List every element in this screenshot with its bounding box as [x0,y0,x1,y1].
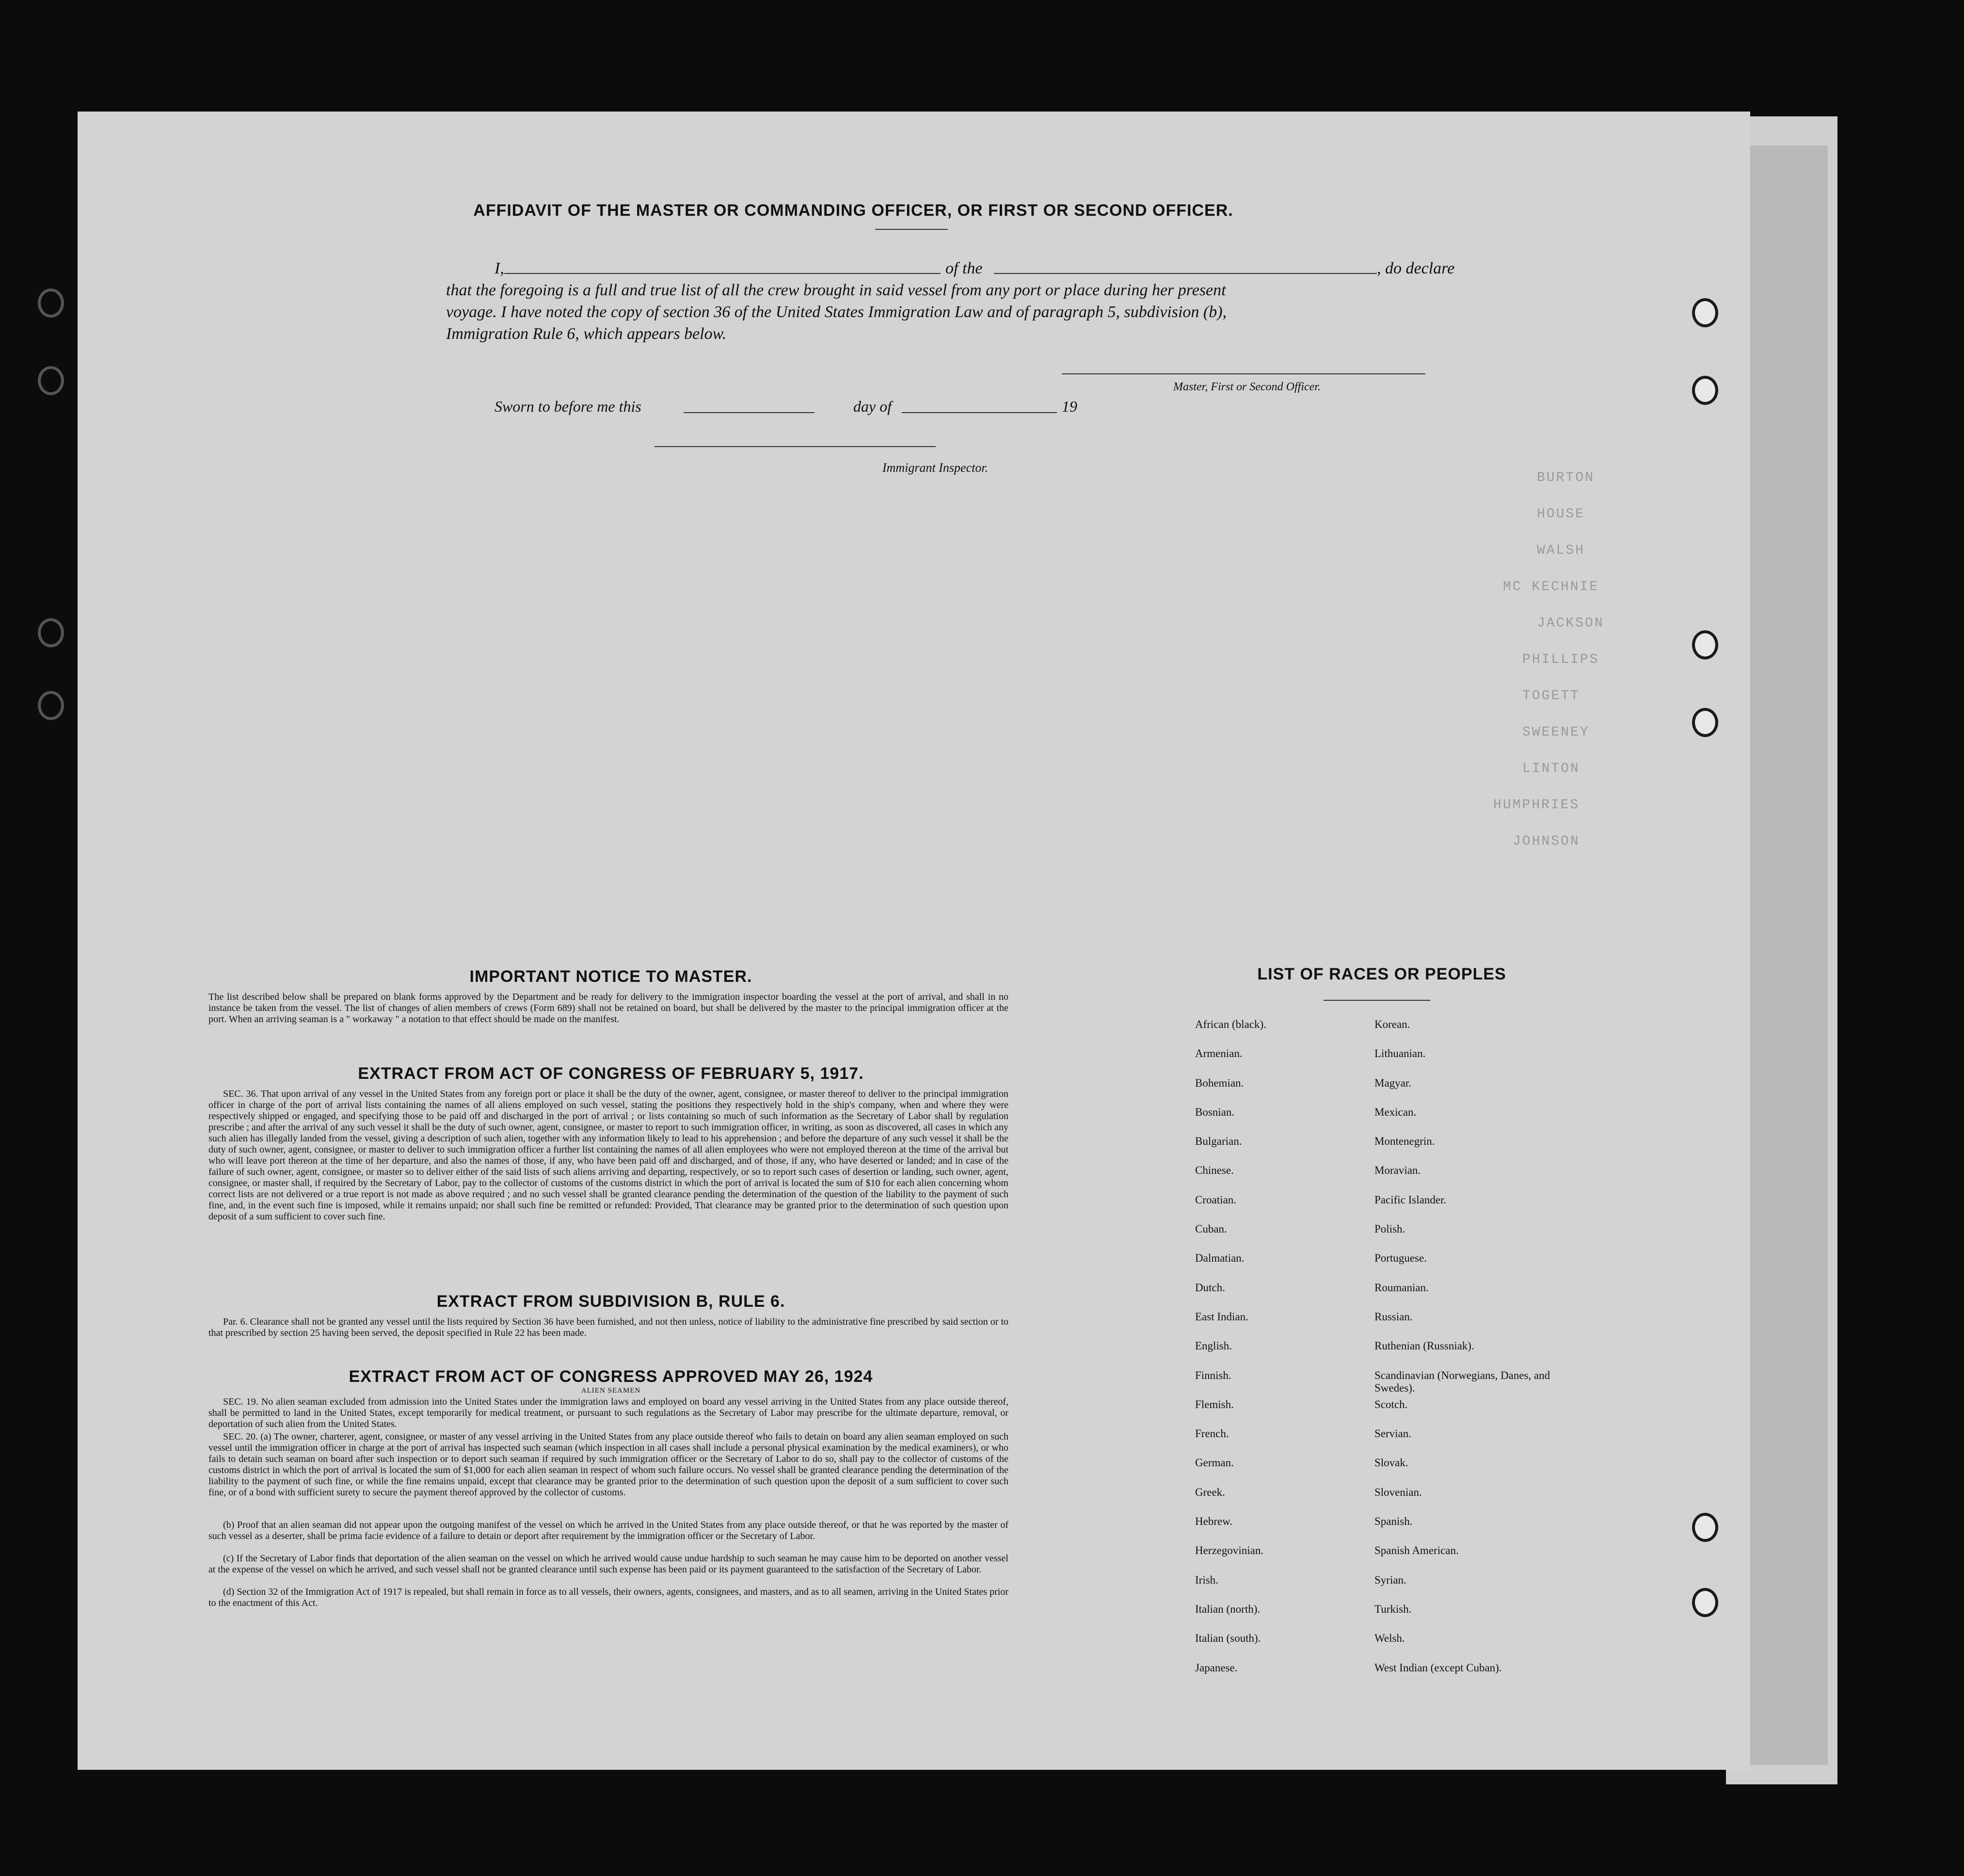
race-item: Bulgarian. [1195,1135,1242,1148]
race-item: Finnish. [1195,1369,1231,1381]
race-item: West Indian (except Cuban). [1374,1661,1502,1674]
extract-1924-sec20a: SEC. 20. (a) The owner, charterer, agent, consignee, or master of any vessel arriving in the United States from any place outside thereof who fails to detain on board any alien seaman employed on such vessel until the immigration officer in charge at the port of arrival has inspected such seaman (which inspection in all cases shall include a personal physical examination by the medical examiners), or who fails to detain such seaman on board after such inspection or to deport such seaman if required by such immigration officer or the Secretary of Labor to do so, shall pay to the collector of customs of the customs district in which the port of arrival is located the sum of $1,000 for each alien seaman in respect of whom such failure occurs. No vessel shall be granted clearance pending the determination of the liability to the payment of such fine, or while the fine remains unpaid, except that clearance may be granted prior to the determination of such question upon the deposit of a sum sufficient to cover such fine, or of a bond with sufficient surety to secure the payment thereof approved by the collector of customs. [208,1431,1008,1498]
race-item: Italian (north). [1195,1603,1261,1615]
affidavit-line: voyage. I have noted the copy of section 36 of the United States Immigration Law and of paragraph 5, subdivision (b), [446,303,1227,321]
affidavit-do-declare: , do declare [1377,259,1455,277]
race-item: Italian (south). [1195,1632,1261,1645]
binder-hole-icon [1692,298,1718,327]
extract-1924-title: EXTRACT FROM ACT OF CONGRESS APPROVED MAY 26, 1924 [349,1367,873,1386]
race-item: Japanese. [1195,1661,1238,1674]
race-item: Lithuanian. [1374,1047,1426,1060]
race-item: Portuguese. [1374,1252,1427,1265]
race-item: Pacific Islander. [1374,1193,1447,1206]
affidavit-i: I, [495,259,504,277]
extract-1924-sec20d: (d) Section 32 of the Immigration Act of 1917 is repealed, but shall remain in force as to all vessels, their owners, agents, consignees, and masters, and as to all seamen, arriving in the United States prior to the enactment of this Act. [208,1587,1008,1608]
extract-1924-sec20c: (c) If the Secretary of Labor finds that deportation of the alien seaman on the vessel on which he arrived would cause undue hardship to such seaman he may cause him to be deported on another vessel at the expense of the vessel on which he arrived, and such vessel shall not be granted clearance until such expense has been paid or its payment guaranteed to the satisfaction of the Secretary of Labor. [208,1553,1008,1575]
race-item: Cuban. [1195,1223,1227,1235]
divider [1324,1000,1430,1001]
races-title: LIST OF RACES OR PEOPLES [1257,965,1506,983]
race-item: Welsh. [1374,1632,1405,1645]
race-item: African (black). [1195,1018,1266,1030]
binder-hole-icon [38,366,64,395]
ghost-name: PHILLIPS [1522,652,1599,667]
sworn-day-line[interactable] [684,412,814,413]
race-item: Mexican. [1374,1106,1417,1118]
race-item: Bohemian. [1195,1076,1244,1089]
year-prefix: 19 [1062,398,1077,415]
signature-line[interactable] [1062,373,1425,374]
binder-hole-icon [38,618,64,647]
extract-1924-subtitle: ALIEN SEAMEN [581,1387,641,1395]
extract-rule6-title: EXTRACT FROM SUBDIVISION B, RULE 6. [436,1292,785,1311]
inspector-caption: Immigrant Inspector. [882,461,989,475]
race-item: Polish. [1374,1223,1405,1235]
race-item: Servian. [1374,1427,1412,1440]
race-item: Scandinavian (Norwegians, Danes, and Swedes). [1374,1369,1550,1394]
race-item: German. [1195,1457,1234,1469]
race-item: Herzegovinian. [1195,1544,1264,1557]
extract-1917-body: SEC. 36. That upon arrival of any vessel in the United States from any foreign port or place it shall be the duty of the owner, agent, consignee, or master thereof to deliver to the principal immigration officer in charge of the port of arrival lists containing the names of all aliens employed on such vessel, stating the positions they respectively hold in the ship's company, when and where they were respectively shipped or engaged, and specifying those to be paid off and discharged in the port of arrival ; or lists containing so much of such information as the Secretary of Labor shall by regulation prescribe ; and after the arrival of any such vessel it shall be the duty of such owner, agent, consignee, or master to report to such immigration officer, in writing, as soon as discovered, all cases in which any such alien has illegally landed from the vessel, giving a description of such alien, together with any information likely to lead to his apprehension ; and before the departure of any such vessel it shall be the duty of such owner, agent, consignee, or master to deliver to such immigration officer a further list containing the names of all alien employees who were not employed thereon at the time of the arrival but who will leave port thereon at the time of her departure, and also the names of those, if any, who have been paid off and discharged, and of those, if any, who have deserted or landed; and in case of the failure of such owner, agent, consignee, or master so to deliver either of the said lists of such aliens arriving and departing, respectively, or so to report such cases of desertion or landing, such owner, agent, consignee, or master shall, if required by the Secretary of Labor, pay to the collector of customs of the customs district in which the port of arrival is located the sum of $10 for each alien concerning whom correct lists are not delivered or a true report is not made as above required ; and no such vessel shall be granted clearance pending the determination of the question of the liability to the payment of such fine, and, in the event such fine is imposed, while it remains unpaid; nor shall such fine be remitted or refunded: Provided, That clearance may be granted prior to the determination of such question upon deposit of a sum sufficient to cover such fine. [208,1089,1008,1222]
race-item: Flemish. [1195,1398,1234,1411]
ghost-name: JACKSON [1537,616,1604,631]
binder-hole-icon [1692,1513,1718,1542]
ghost-name: WALSH [1537,543,1585,558]
affidavit-title: AFFIDAVIT OF THE MASTER OR COMMANDING OFFICER, OR FIRST OR SECOND OFFICER. [473,201,1233,220]
affidavit-line: that the foregoing is a full and true list of all the crew brought in said vessel from any port or place during her present [446,281,1226,299]
race-item: English. [1195,1340,1232,1352]
inspector-line[interactable] [655,446,936,447]
race-item: Dutch. [1195,1281,1225,1294]
extract-rule6-body: Par. 6. Clearance shall not be granted any vessel until the lists required by Section 36 have been furnished, and not then unless, notice of liability to the administrative fine prescribed by said section or to that prescribed by section 25 having been served, the deposit specified in Rule 22 has been made. [208,1316,1008,1338]
background-sheet [1745,145,1828,1765]
race-item: Slovenian. [1374,1486,1422,1498]
binder-hole-icon [1692,708,1718,737]
ghost-name: LINTON [1522,761,1580,776]
race-item: Croatian. [1195,1193,1236,1206]
day-of-label: day of [853,398,892,415]
binder-hole-icon [38,289,64,318]
race-item: Syrian. [1374,1573,1406,1586]
race-item: Spanish American. [1374,1544,1459,1557]
race-item: Greek. [1195,1486,1225,1498]
master-caption: Master, First or Second Officer. [1173,381,1321,393]
races-column-2 [1374,1018,1568,1691]
race-item: Korean. [1374,1018,1410,1030]
race-item: Moravian. [1374,1164,1421,1177]
affidavit-line: Immigration Rule 6, which appears below. [446,325,727,343]
ghost-name: SWEENEY [1522,725,1590,740]
document-page [78,112,1750,1770]
extract-1917-title: EXTRACT FROM ACT OF CONGRESS OF FEBRUARY 5, 1917. [358,1064,864,1083]
race-item: Irish. [1195,1573,1218,1586]
binder-hole-icon [1692,376,1718,405]
sworn-label: Sworn to before me this [495,398,641,415]
race-item: East Indian. [1195,1310,1248,1323]
race-item: Scotch. [1374,1398,1408,1411]
ghost-name: HUMPHRIES [1493,798,1580,813]
binder-hole-icon [38,691,64,720]
sworn-month-line[interactable] [902,412,1057,413]
notice-body: The list described below shall be prepared on blank forms approved by the Department and be ready for delivery to the immigration inspector boarding the vessel at the port of arrival, and shall in no instance be taken from the vessel. The list of changes of alien members of crews (Form 689) shall not be retained on board, but shall be delivered by the master to the principal immigration officer at the port. When an arriving seaman is a " workaway " a notation to that effect should be made on the manifest. [208,992,1008,1025]
race-item: Magyar. [1374,1076,1412,1089]
race-item: Montenegrin. [1374,1135,1435,1148]
race-item: Armenian. [1195,1047,1243,1060]
affidavit-of-the: of the [945,259,983,277]
vessel-field-line[interactable] [994,273,1377,274]
notice-title: IMPORTANT NOTICE TO MASTER. [469,967,752,986]
ghost-name: BURTON [1537,470,1595,485]
races-column-1 [1195,1018,1355,1691]
race-item: Roumanian. [1374,1281,1429,1294]
extract-1924-sec19: SEC. 19. No alien seaman excluded from admission into the United States under the immigration laws and employed on board any vessel arriving in the United States from any place outside thereof, shall be permitted to land in the United States, except temporarily for medical treatment, or pursuant to such regulations as the Secretary of Labor may prescribe for the ultimate departure, removal, or deportation of such alien from the United States. [208,1396,1008,1429]
name-field-line[interactable] [504,273,941,274]
race-item: Spanish. [1374,1515,1413,1528]
binder-hole-icon [1692,1588,1718,1617]
race-item: Bosnian. [1195,1106,1235,1118]
binder-hole-icon [1692,630,1718,659]
race-item: Hebrew. [1195,1515,1233,1528]
race-item: French. [1195,1427,1229,1440]
ghost-name: HOUSE [1537,507,1585,522]
race-item: Chinese. [1195,1164,1234,1177]
extract-1924-sec20b: (b) Proof that an alien seaman did not appear upon the outgoing manifest of the vessel on which he arrived in the United States from any place outside thereof, or that he was reported by the master of such vessel as a deserter, shall be prima facie evidence of a failure to detain or deport after requirement by the immigration officer or the Secretary of Labor. [208,1520,1008,1541]
race-item: Dalmatian. [1195,1252,1245,1265]
ghost-name: MC KECHNIE [1503,579,1599,594]
ghost-name: JOHNSON [1513,834,1580,849]
race-item: Ruthenian (Russniak). [1374,1340,1474,1352]
divider [875,229,948,230]
race-item: Turkish. [1374,1603,1412,1615]
race-item: Russian. [1374,1310,1413,1323]
ghost-name: TOGETT [1522,689,1580,704]
race-item: Slovak. [1374,1457,1408,1469]
